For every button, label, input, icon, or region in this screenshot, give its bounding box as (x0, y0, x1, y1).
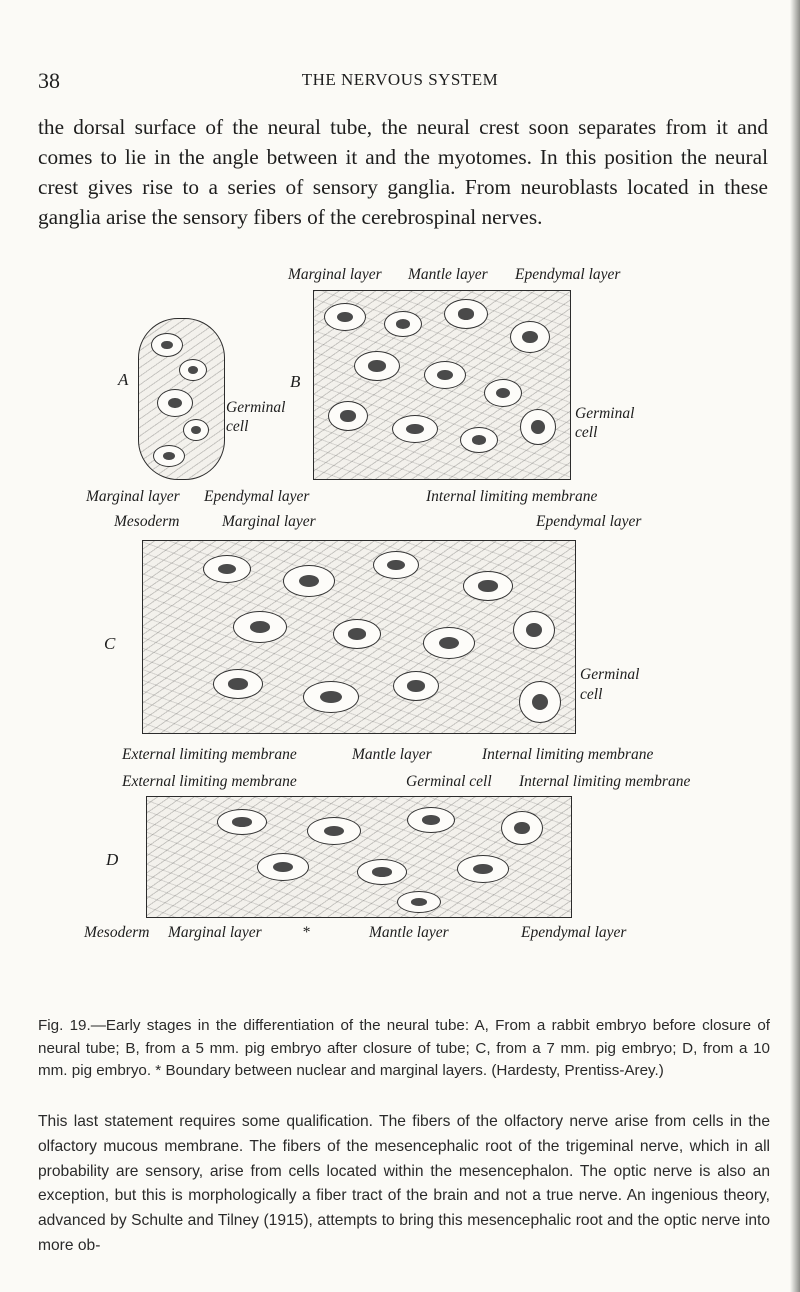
label-d-mesoderm: Mesoderm (84, 924, 150, 941)
figure-caption: Fig. 19.—Early stages in the differentiation of the neural tube: A, From a rabbit embryo before closure of neural tube; B, from a 5 mm. pig embryo after closure of tube; C, from a 7 mm. pig embryo; D, from a 10 mm. pig embryo. * Boundary between nuclear and marginal layers. (Hardesty, Prentiss-Arey.) (38, 1017, 770, 1080)
label-ab-ependymal-layer: Ependymal layer (515, 266, 621, 283)
label-c-germinal-cell (580, 665, 650, 705)
panel-d-drawing (146, 796, 572, 918)
label-d-marginal-layer: Marginal layer (168, 924, 262, 941)
label-ab-mantle-layer: Mantle layer (408, 266, 488, 283)
panel-letter-d: D (106, 850, 119, 869)
page-number: 38 (38, 68, 60, 93)
label-c-mantle-layer: Mantle layer (352, 746, 432, 763)
label-d-mantle-layer: Mantle layer (369, 924, 449, 941)
label-c-mesoderm: Mesoderm (114, 513, 180, 530)
label-d-ependymal-layer: Ependymal layer (521, 924, 627, 941)
label-ab-marginal-layer: Marginal layer (288, 266, 382, 283)
panel-letter-c: C (104, 634, 116, 653)
paragraph-2: This last statement requires some qualification. The fibers of the olfactory nerve arise from cells in the olfactory mucous membrane. The fibers of the mesencephalic root of the trigeminal nerve, which in all probability are sensory, arise from cells located within the mesencephalon. The optic nerve is also an exception, but this is morphologically a fiber tract of the brain and not a true nerve. An ingenious theory, advanced by Schulte and Tilney (1915), attempts to bring this mesencephalic root and the optic nerve into more ob- (38, 1113, 770, 1254)
label-c-germinal-cell-text: Germinal cell (580, 666, 640, 703)
label-b-germinal-cell (575, 404, 645, 442)
panel-b-drawing (313, 290, 571, 480)
label-c-internal-limiting-membrane: Internal limiting membrane (482, 746, 654, 763)
panel-a-drawing (138, 318, 225, 480)
label-c-marginal-layer: Marginal layer (222, 513, 316, 530)
label-d-external-limiting-membrane: External limiting membrane (122, 773, 297, 790)
label-a-ependymal-layer: Ependymal layer (204, 488, 310, 505)
label-d-boundary-asterisk: * (302, 924, 310, 941)
label-b-germinal-cell-text: Germinal cell (575, 405, 635, 441)
panel-letter-b: B (290, 372, 301, 391)
label-d-germinal-cell: Germinal cell (406, 773, 492, 790)
panel-c-drawing (142, 540, 576, 734)
label-a-germinal-cell-text: Germinal cell (226, 399, 286, 435)
label-a-marginal-layer: Marginal layer (86, 488, 180, 505)
paragraph-1: the dorsal surface of the neural tube, the neural crest soon separates from it and comes to lie in the angle between it and the myotomes. In this position the neural crest gives rise to a series of sensory ganglia. From neuroblasts located in these ganglia arise the sensory fibers of the cerebrospinal nerves. (38, 115, 768, 229)
panel-letter-a: A (118, 370, 129, 389)
label-a-germinal-cell (226, 398, 284, 436)
page-edge-shadow (790, 0, 800, 1292)
label-c-ependymal-layer: Ependymal layer (536, 513, 642, 530)
label-c-external-limiting-membrane: External limiting membrane (122, 746, 297, 763)
running-head: THE NERVOUS SYSTEM (301, 70, 499, 89)
label-d-internal-limiting-membrane: Internal limiting membrane (519, 773, 691, 790)
label-b-internal-limiting-membrane: Internal limiting membrane (426, 488, 598, 505)
